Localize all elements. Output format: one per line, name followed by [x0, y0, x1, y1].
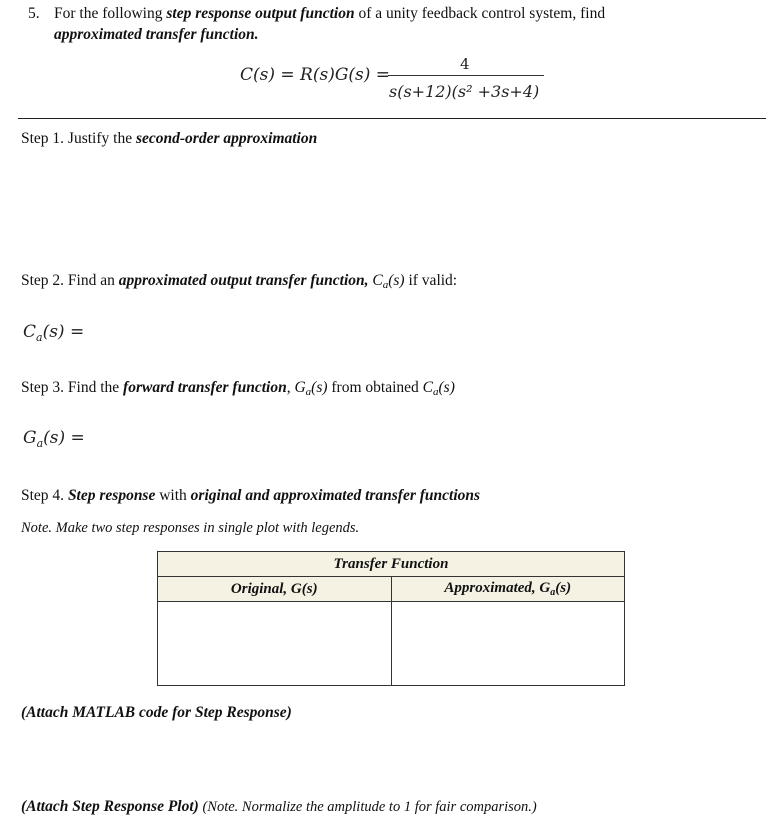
step2-text [21, 272, 457, 294]
table-header: Transfer Function [158, 552, 625, 577]
intro-post: of a unity feedback control system, find [354, 5, 606, 22]
fraction-bar [388, 75, 544, 76]
step4-text [21, 487, 480, 505]
step1-prefix: Step 1. Justify the [21, 130, 136, 147]
col2-post: (s) [555, 580, 572, 596]
step3-bold: forward transfer function [123, 379, 287, 396]
table-cell-original[interactable] [158, 602, 392, 686]
step3-var-sub: a [305, 386, 312, 398]
step3-var2-sub: a [433, 386, 439, 398]
attach-code-text: (Attach MATLAB code for Step Response) [21, 704, 292, 721]
col2-pre: Approximated, G [444, 580, 551, 596]
step1-bold: second-order approximation [135, 130, 318, 147]
step3-text [21, 379, 455, 401]
step2-var-arg: (s) [388, 272, 405, 289]
intro-pre: For the following [54, 5, 167, 22]
equation-numerator: 4 [460, 55, 470, 73]
transfer-function-table [157, 551, 625, 686]
step2-prefix: Step 2. Find an [21, 272, 119, 289]
intro-bold: step response output function [166, 5, 355, 22]
step4-mid: with [155, 487, 191, 504]
step4-prefix: Step 4. [21, 487, 68, 504]
table-cell-approximated[interactable] [391, 602, 625, 686]
step4-bold1: Step response [67, 487, 156, 504]
ga-sub: a [36, 437, 44, 450]
step4-note: Note. Make two step responses in single plot with legends. [21, 520, 360, 536]
attach-plot-text [21, 798, 537, 816]
attach-plot-note: (Note. Normalize the amplitude to 1 for fair comparison.) [198, 799, 537, 815]
ga-sym: G [23, 428, 37, 448]
ca-equation [23, 322, 84, 344]
equation-denominator: s(s+12)(s² +3s+4) [389, 82, 540, 101]
attach-plot-bold: (Attach Step Response Plot) [21, 798, 199, 815]
step2-var-sub: a [382, 279, 389, 291]
question-intro-line2: approximated transfer function. [54, 26, 259, 43]
step2-suffix: if valid: [404, 272, 458, 289]
step3-var2: C [422, 379, 433, 396]
ca-sym: C [23, 322, 37, 342]
ca-sub: a [36, 331, 43, 344]
step2-bold: approximated output transfer function, [118, 272, 373, 289]
step3-var: G [294, 379, 306, 396]
step3-prefix: Step 3. Find the [21, 379, 124, 396]
step3-middle2: from obtained [327, 379, 423, 396]
step4-bold2: original and approximated transfer functions [190, 487, 481, 504]
section-divider [18, 118, 766, 119]
ga-equation [23, 428, 85, 450]
step2-var: C [372, 272, 383, 289]
question-intro [54, 5, 605, 23]
question-number: 5. [28, 5, 40, 22]
table-col-original: Original, G(s) [158, 577, 392, 602]
step3-var-arg: (s) [311, 379, 328, 396]
ca-rest: (s) = [42, 322, 85, 342]
step3-var2-arg: (s) [438, 379, 455, 396]
table-col-approximated [391, 577, 625, 602]
equation-lhs: C(s) = R(s)G(s) = [240, 65, 391, 85]
col2-sub: a [550, 587, 556, 598]
step1-text [21, 130, 317, 148]
ga-rest: (s) = [43, 428, 85, 448]
step3-mid: , [286, 379, 295, 396]
